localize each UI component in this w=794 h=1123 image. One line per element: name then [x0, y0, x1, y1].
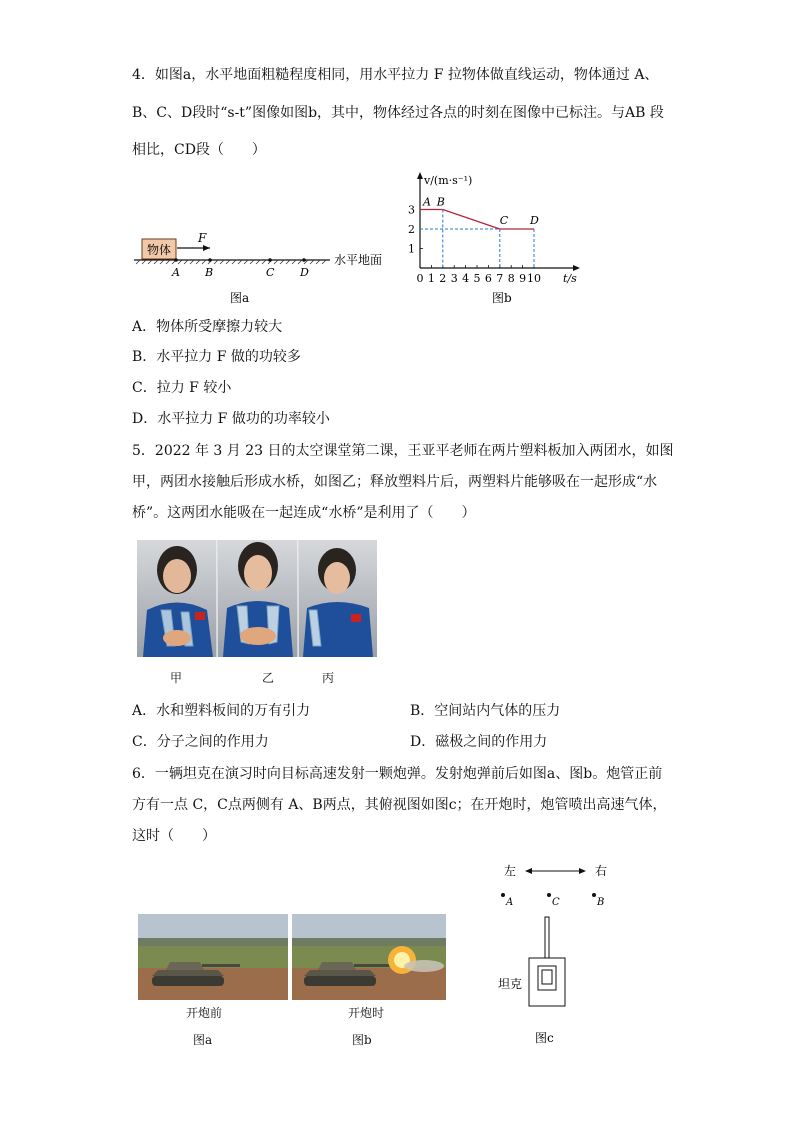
tank-before-image — [138, 914, 288, 1000]
q4-stem-line2: B、C、D段时“s-t”图像如图b，其中，物体经过各点的时刻在图像中已标注。与AB 段 — [132, 105, 664, 121]
point-a-dot — [174, 258, 178, 262]
x-axis-arrow — [573, 265, 580, 271]
q6-stem-line1: 6．一辆坦克在演习时向目标高速发射一颗炮弹。发射炮弹前后如图a、图b。炮管正前 — [132, 766, 663, 782]
point-d-dot — [302, 258, 306, 262]
point-b-label: B — [205, 266, 214, 279]
q4-option-c[interactable]: C．拉力 F 较小 — [132, 380, 232, 396]
photo-caption-bing: 丙 — [322, 671, 335, 685]
space-class-photos — [137, 540, 377, 657]
gun-barrel — [545, 917, 549, 958]
photo-caption-jia: 甲 — [170, 671, 183, 685]
direction-right-label: 右 — [595, 864, 608, 878]
q6-figure-c — [494, 858, 624, 1048]
y-tick-label-2: 2 — [408, 223, 415, 236]
y-tick-label-1: 1 — [408, 242, 415, 256]
point-a-dot — [501, 893, 505, 897]
x-tick-label-3: 3 — [450, 272, 458, 285]
q5-stem-line2: 甲，两团水接触后形成水桥，如图乙；释放塑料片后，两塑料片能够吸在一起形成“水 — [132, 474, 658, 490]
q5-option-a[interactable]: A．水和塑料板间的万有引力 — [132, 703, 311, 719]
x-tick-label-5: 5 — [473, 272, 481, 285]
tank-photo-before — [138, 914, 288, 1000]
point-c-label: C — [266, 266, 275, 279]
point-b-dot — [208, 258, 212, 262]
tank-label: 坦克 — [498, 977, 523, 991]
x-tick-label-0: 0 — [416, 272, 424, 285]
x-tick-label-8: 8 — [507, 272, 515, 285]
x-tick-label-9: 9 — [519, 272, 527, 285]
x-tick-label-7: 7 — [496, 272, 504, 285]
x-tick-label-6: 6 — [484, 272, 492, 285]
q5-stem-line1: 5．2022 年 3 月 23 日的太空课堂第二课，王亚平老师在两片塑料板加入两团水，如图 — [132, 443, 674, 459]
figure-c-caption: 图c — [535, 1031, 554, 1045]
y-axis-label: v/(m·s⁻¹) — [424, 174, 473, 187]
q4-option-b[interactable]: B．水平拉力 F 做的功较多 — [132, 349, 301, 365]
q5-option-d[interactable]: D．磁极之间的作用力 — [410, 734, 548, 750]
ground-hatching — [136, 260, 326, 264]
q4-option-a[interactable]: A．物体所受摩擦力较大 — [132, 319, 283, 335]
q5-option-c[interactable]: C．分子之间的作用力 — [132, 734, 269, 750]
x-tick-label-4: 4 — [462, 272, 470, 285]
direction-left-label: 左 — [504, 864, 517, 878]
chart-point-label-C: C — [499, 214, 509, 227]
ground-label: 水平地面 — [334, 253, 383, 267]
q6-stem-line2: 方有一点 C，C点两侧有 A、B两点，其俯视图如图c；在开炮时，炮管喷出高速气体， — [132, 797, 667, 813]
tank-hatch — [542, 970, 552, 984]
point-d-label: D — [300, 266, 309, 279]
x-tick-label-1: 1 — [427, 272, 435, 285]
chart-point-label-B: B — [436, 195, 445, 209]
point-b-dot — [592, 893, 596, 897]
tank-firing-label: 开炮时 — [348, 1006, 385, 1020]
y-axis-arrow — [417, 172, 423, 179]
force-arrowhead — [203, 245, 210, 251]
q4-stem-line3: 相比，CD段（ ） — [132, 142, 266, 158]
chart-point-label-D: D — [530, 214, 539, 227]
q4-figure-a — [130, 228, 400, 312]
tank-photo-firing — [292, 914, 446, 1000]
x-tick-label-10: 10 — [527, 272, 541, 285]
figure-a-caption: 图a — [230, 291, 250, 305]
q4-stem-line1: 4．如图a，水平地面粗糙程度相同，用水平拉力 F 拉物体做直线运动，物体通过 A、 — [132, 67, 659, 83]
figure-6a-caption: 图a — [193, 1033, 213, 1047]
q6-stem-line3: 这时（ ） — [132, 828, 216, 844]
tank-firing-image — [292, 914, 446, 1000]
point-a-label: A — [506, 897, 514, 908]
photo-caption-yi: 乙 — [262, 671, 275, 685]
left-arrowhead — [525, 868, 532, 874]
point-c-dot — [547, 893, 551, 897]
figure-6b-caption: 图b — [352, 1033, 372, 1047]
y-tick-label-3: 3 — [408, 203, 415, 217]
object-block-label: 物体 — [146, 243, 172, 257]
x-tick-label-2: 2 — [439, 272, 447, 285]
right-arrowhead — [579, 868, 586, 874]
point-c-dot — [268, 258, 272, 262]
segment-BC — [443, 210, 500, 230]
q4-option-d[interactable]: D．水平拉力 F 做功的功率较小 — [132, 411, 330, 427]
x-axis-label: t/s — [563, 272, 577, 285]
point-a-label: A — [172, 266, 180, 279]
point-c-label: C — [552, 897, 560, 908]
force-label: F — [198, 231, 207, 245]
figure-b-caption: 图b — [492, 291, 512, 305]
space-class-photo-strip — [137, 540, 377, 657]
q5-stem-line3: 桥”。这两团水能吸在一起连成“水桥”是利用了（ ） — [132, 505, 476, 521]
tank-before-label: 开炮前 — [186, 1006, 223, 1020]
q5-option-b[interactable]: B．空间站内气体的压力 — [410, 703, 561, 719]
chart-point-label-A: A — [423, 195, 431, 209]
point-b-label: B — [597, 897, 605, 908]
q4-figure-b-chart — [402, 168, 592, 310]
